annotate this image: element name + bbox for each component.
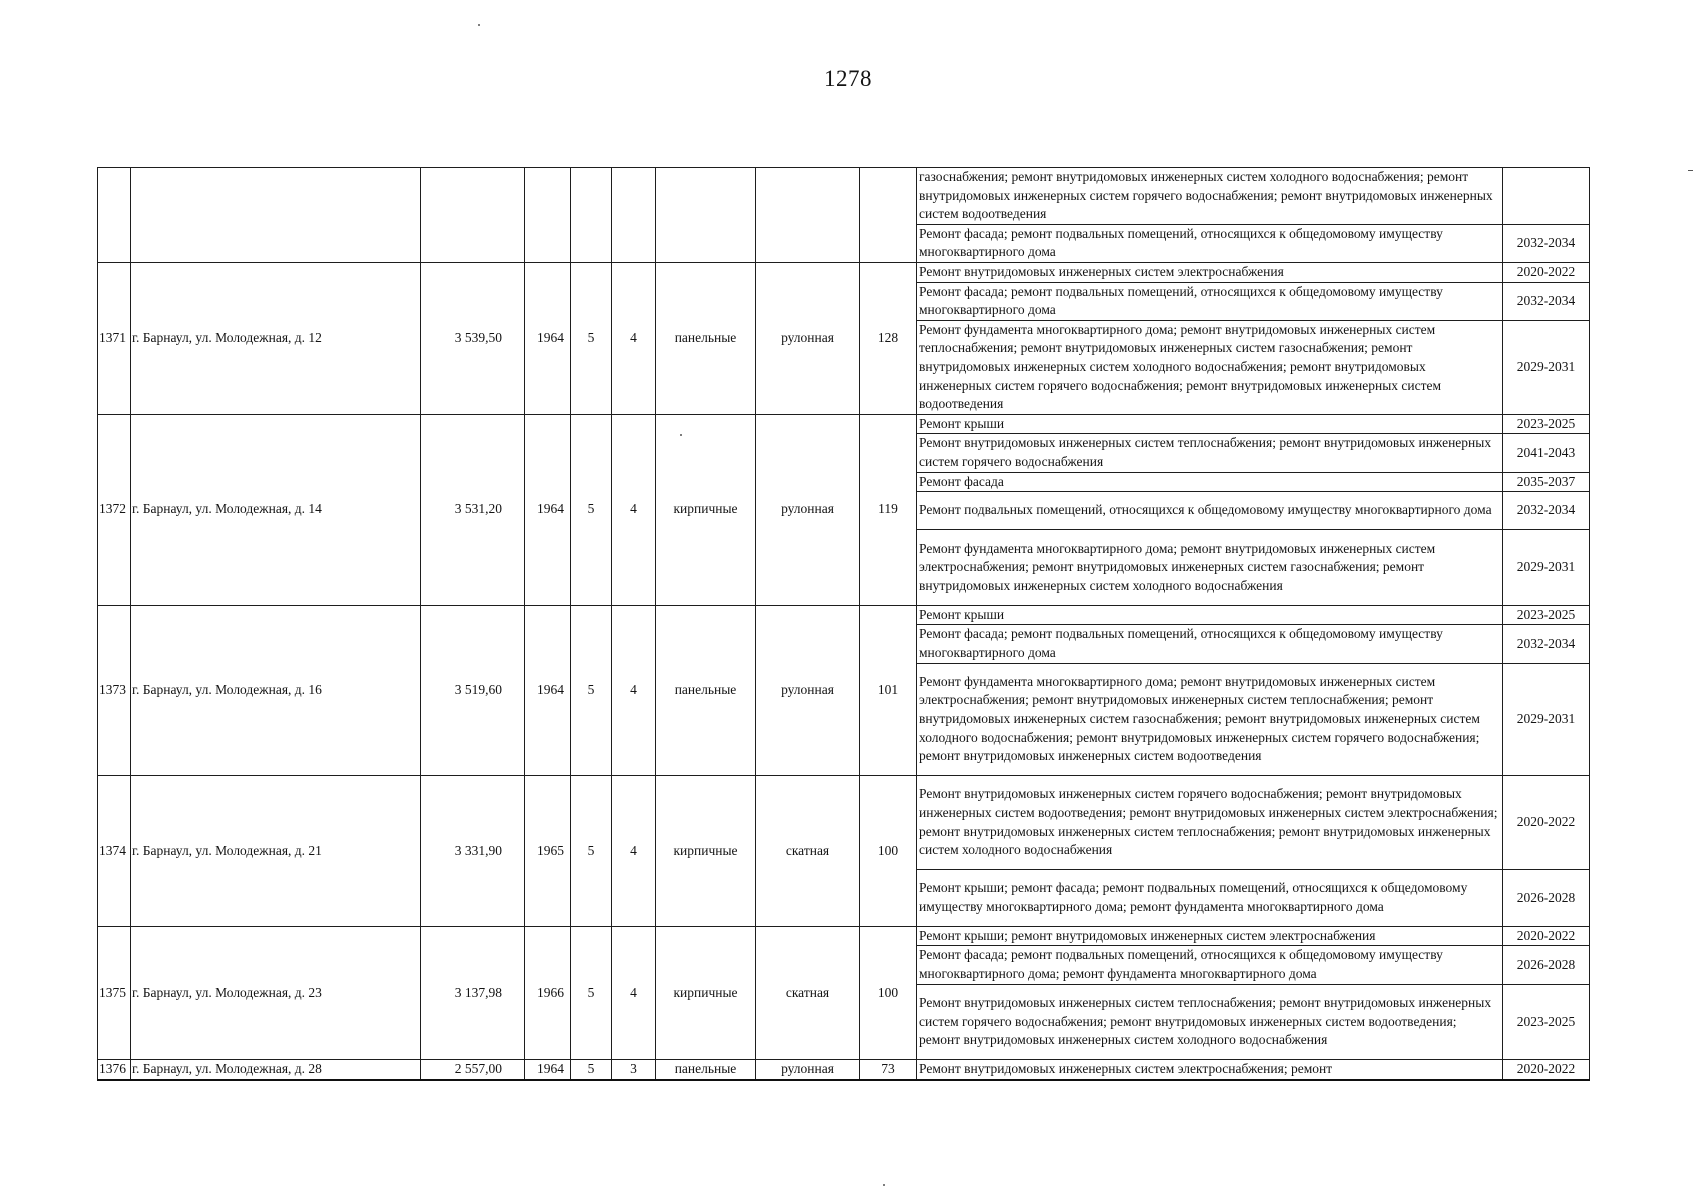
house-floors: 5 (571, 1060, 612, 1080)
apartment-count (860, 168, 917, 263)
repair-works: Ремонт внутридомовых инженерных систем теплоснабжения; ремонт внутридомовых инженерных систем горячего водоснабжения (917, 434, 1503, 472)
repair-period: 2020-2022 (1503, 776, 1590, 870)
house-entrances: 4 (612, 605, 656, 775)
repair-works: Ремонт крыши; ремонт фасада; ремонт подвальных помещений, относящихся к общедомовому имуществу многоквартирного дома; ремонт фундамента многоквартирного дома (917, 870, 1503, 927)
roof-type: рулонная (756, 262, 860, 414)
table-row (98, 1060, 1590, 1080)
scan-speck (680, 434, 682, 436)
register-body (98, 168, 1590, 1080)
house-number: 1374 (98, 776, 131, 927)
repair-period: 2032-2034 (1503, 492, 1590, 530)
house-area (421, 168, 525, 263)
table-row (98, 168, 1590, 225)
apartment-count: 101 (860, 605, 917, 775)
repair-works: Ремонт внутридомовых инженерных систем электроснабжения (917, 262, 1503, 282)
repair-works: газоснабжения; ремонт внутридомовых инженерных систем холодного водоснабжения; ремонт внутридомовых инженерных систем горячего водоснабжения; ремонт внутридомовых инженерных систем водоотведения (917, 168, 1503, 225)
house-entrances: 3 (612, 1060, 656, 1080)
repair-works: Ремонт внутридомовых инженерных систем теплоснабжения; ремонт внутридомовых инженерных систем горячего водоснабжения; ремонт внутридомовых инженерных систем водоотведения; ремонт внутридомовых инженерных систем холодного водоснабжения (917, 984, 1503, 1059)
repair-period: 2020-2022 (1503, 926, 1590, 946)
house-floors: 5 (571, 414, 612, 605)
repair-period: 2026-2028 (1503, 946, 1590, 984)
scan-speck (478, 24, 480, 26)
roof-type: рулонная (756, 605, 860, 775)
capital-repair-register-table (97, 167, 1590, 1081)
roof-type: рулонная (756, 414, 860, 605)
table-row (98, 776, 1590, 870)
house-year: 1964 (525, 1060, 571, 1080)
house-year (525, 168, 571, 263)
house-area: 3 137,98 (421, 926, 525, 1059)
house-floors: 5 (571, 605, 612, 775)
house-number: 1372 (98, 414, 131, 605)
repair-works: Ремонт крыши (917, 605, 1503, 625)
house-area: 3 539,50 (421, 262, 525, 414)
house-number (98, 168, 131, 263)
repair-works: Ремонт крыши; ремонт внутридомовых инженерных систем электроснабжения (917, 926, 1503, 946)
repair-period: 2032-2034 (1503, 282, 1590, 320)
repair-period: 2035-2037 (1503, 472, 1590, 492)
house-address: г. Барнаул, ул. Молодежная, д. 23 (131, 926, 421, 1059)
house-number: 1375 (98, 926, 131, 1059)
roof-type: скатная (756, 776, 860, 927)
repair-works: Ремонт внутридомовых инженерных систем горячего водоснабжения; ремонт внутридомовых инженерных систем водоотведения; ремонт внутридомовых инженерных систем электроснабжения; ремонт внутридомовых инженерных систем теплоснабжения; ремонт внутридомовых инженерных систем холодного водоснабжения (917, 776, 1503, 870)
repair-period: 2023-2025 (1503, 414, 1590, 434)
scan-speck (883, 1184, 885, 1186)
wall-material (656, 168, 756, 263)
apartment-count: 100 (860, 776, 917, 927)
repair-works: Ремонт внутридомовых инженерных систем электроснабжения; ремонт (917, 1060, 1503, 1080)
house-floors (571, 168, 612, 263)
house-floors: 5 (571, 776, 612, 927)
house-entrances: 4 (612, 926, 656, 1059)
table-row (98, 926, 1590, 946)
wall-material: кирпичные (656, 926, 756, 1059)
house-address: г. Барнаул, ул. Молодежная, д. 28 (131, 1060, 421, 1080)
apartment-count: 100 (860, 926, 917, 1059)
table-row (98, 414, 1590, 434)
house-year: 1965 (525, 776, 571, 927)
repair-works: Ремонт фасада; ремонт подвальных помещений, относящихся к общедомовому имуществу многоквартирного дома (917, 625, 1503, 663)
repair-period: 2023-2025 (1503, 605, 1590, 625)
repair-period: 2026-2028 (1503, 870, 1590, 927)
roof-type (756, 168, 860, 263)
house-area: 2 557,00 (421, 1060, 525, 1080)
wall-material: кирпичные (656, 776, 756, 927)
table-row (98, 262, 1590, 282)
house-number: 1371 (98, 262, 131, 414)
repair-works: Ремонт фундамента многоквартирного дома; ремонт внутридомовых инженерных систем электроснабжения; ремонт внутридомовых инженерных систем теплоснабжения; ремонт внутридомовых инженерных систем газоснабжения; ремонт внутридомовых инженерных систем холодного водоснабжения; ремонт внутридомовых инженерных систем горячего водоснабжения; ремонт внутридомовых инженерных систем водоотведения (917, 663, 1503, 776)
house-year: 1966 (525, 926, 571, 1059)
repair-works: Ремонт фасада; ремонт подвальных помещений, относящихся к общедомовому имуществу многоквартирного дома (917, 282, 1503, 320)
apartment-count: 73 (860, 1060, 917, 1080)
house-address: г. Барнаул, ул. Молодежная, д. 21 (131, 776, 421, 927)
apartment-count: 128 (860, 262, 917, 414)
repair-period: 2020-2022 (1503, 262, 1590, 282)
wall-material: панельные (656, 605, 756, 775)
repair-period (1503, 168, 1590, 225)
repair-works: Ремонт фасада (917, 472, 1503, 492)
house-address: г. Барнаул, ул. Молодежная, д. 16 (131, 605, 421, 775)
house-entrances: 4 (612, 414, 656, 605)
table-row (98, 605, 1590, 625)
house-year: 1964 (525, 605, 571, 775)
repair-period: 2029-2031 (1503, 663, 1590, 776)
house-number: 1376 (98, 1060, 131, 1080)
repair-period: 2029-2031 (1503, 530, 1590, 605)
house-number: 1373 (98, 605, 131, 775)
house-entrances: 4 (612, 776, 656, 927)
repair-period: 2032-2034 (1503, 224, 1590, 262)
apartment-count: 119 (860, 414, 917, 605)
roof-type: скатная (756, 926, 860, 1059)
house-year: 1964 (525, 262, 571, 414)
repair-period: 2032-2034 (1503, 625, 1590, 663)
repair-works: Ремонт фундамента многоквартирного дома; ремонт внутридомовых инженерных систем электроснабжения; ремонт внутридомовых инженерных систем газоснабжения; ремонт внутридомовых инженерных систем холодного водоснабжения (917, 530, 1503, 605)
house-entrances (612, 168, 656, 263)
scan-edge-mark (1688, 170, 1693, 171)
house-entrances: 4 (612, 262, 656, 414)
house-floors: 5 (571, 926, 612, 1059)
house-area: 3 519,60 (421, 605, 525, 775)
house-year: 1964 (525, 414, 571, 605)
repair-period: 2029-2031 (1503, 320, 1590, 414)
repair-works: Ремонт крыши (917, 414, 1503, 434)
house-address: г. Барнаул, ул. Молодежная, д. 12 (131, 262, 421, 414)
repair-period: 2023-2025 (1503, 984, 1590, 1059)
house-area: 3 331,90 (421, 776, 525, 927)
house-area: 3 531,20 (421, 414, 525, 605)
wall-material: панельные (656, 262, 756, 414)
house-address: г. Барнаул, ул. Молодежная, д. 14 (131, 414, 421, 605)
roof-type: рулонная (756, 1060, 860, 1080)
repair-works: Ремонт фасада; ремонт подвальных помещений, относящихся к общедомовому имуществу многоквартирного дома; ремонт фундамента многоквартирного дома (917, 946, 1503, 984)
wall-material: панельные (656, 1060, 756, 1080)
repair-period: 2020-2022 (1503, 1060, 1590, 1080)
repair-works: Ремонт фундамента многоквартирного дома; ремонт внутридомовых инженерных систем теплоснабжения; ремонт внутридомовых инженерных систем газоснабжения; ремонт внутридомовых инженерных систем холодного водоснабжения; ремонт внутридомовых инженерных систем горячего водоснабжения; ремонт внутридомовых инженерных систем водоотведения (917, 320, 1503, 414)
page-number: 1278 (824, 66, 872, 91)
repair-period: 2041-2043 (1503, 434, 1590, 472)
wall-material: кирпичные (656, 414, 756, 605)
house-address (131, 168, 421, 263)
repair-works: Ремонт фасада; ремонт подвальных помещений, относящихся к общедомовому имуществу многоквартирного дома (917, 224, 1503, 262)
repair-works: Ремонт подвальных помещений, относящихся к общедомовому имуществу многоквартирного дома (917, 492, 1503, 530)
house-floors: 5 (571, 262, 612, 414)
